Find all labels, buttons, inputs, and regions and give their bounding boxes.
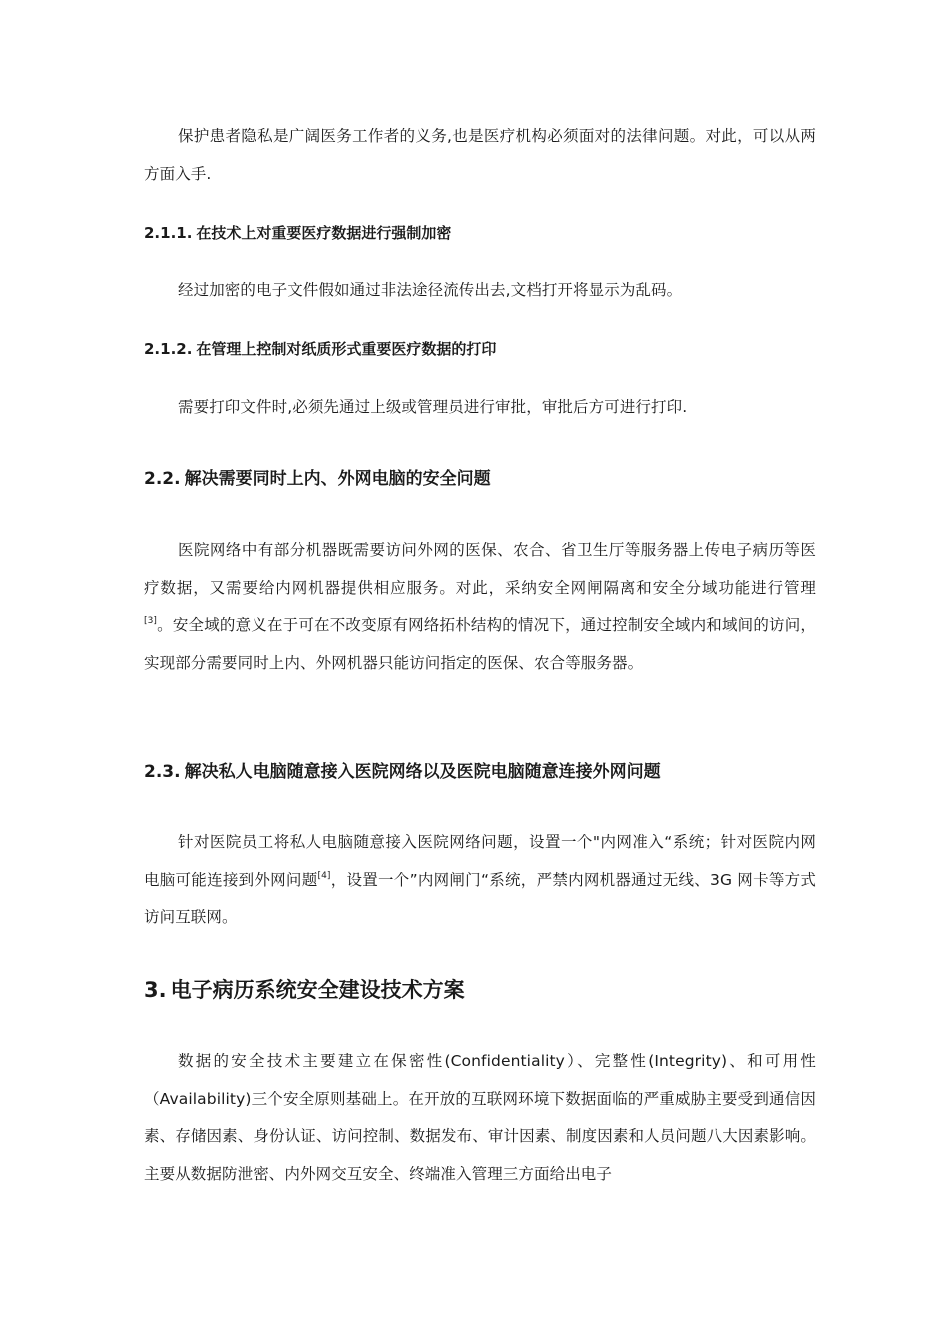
heading-title: 解决私人电脑随意接入医院网络以及医院电脑随意连接外网问题 (184, 762, 661, 782)
heading-title: 解决需要同时上内、外网电脑的安全问题 (184, 469, 491, 489)
paragraph-print-control: 需要打印文件时,必须先通过上级或管理员进行审批，审批后方可进行打印. (178, 398, 688, 416)
paragraph-text: 。安全域的意义在于可在不改变原有网络拓朴结构的情况下，通过控制安全域内和域间的访问，实现部分需要同时上内、外网机器只能访问指定的医保、农合等服务器。 (144, 616, 816, 672)
paragraph-text: ，设置一个”内网闸门“系统，严禁内网机器通过无线、3G 网卡等方式访问互联网。 (144, 870, 816, 926)
heading-2-1-2 (144, 338, 816, 360)
paragraph-privacy-intro: 保护患者隐私是广阔医务工作者的义务,也是医疗机构必须面对的法律问题。对此，可以从两方面入手. (144, 127, 816, 183)
paragraph-access-control (144, 824, 816, 937)
heading-2-2 (144, 466, 816, 492)
citation-ref: [4] (317, 870, 331, 881)
heading-title: 在技术上对重要医疗数据进行强制加密 (196, 224, 452, 242)
heading-2-3 (144, 759, 816, 785)
heading-number: 2.2. (144, 469, 181, 489)
heading-title: 电子病历系统安全建设技术方案 (170, 978, 465, 1002)
paragraph-text: 医院网络中有部分机器既需要访问外网的医保、农合、省卫生厅等服务器上传电子病历等医疗数据，又需要给内网机器提供相应服务。对此，采纳安全网闸隔离和安全分域功能进行管理 (144, 541, 816, 597)
heading-number: 2.1.1. (144, 224, 193, 242)
paragraph-dual-network (144, 532, 816, 682)
heading-number: 2.1.2. (144, 340, 193, 358)
paragraph-encryption: 经过加密的电子文件假如通过非法途径流传出去,文档打开将显示为乱码。 (178, 281, 683, 299)
paragraph-security-principles: 数据的安全技术主要建立在保密性(Confidentiality）、完整性(Integrity)、和可用性（Availability)三个安全原则基础上。在开放的互联网环境下数据面临的严重威胁主要受到通信因素、存储因素、身份认证、访问控制、数据发布、审计因素、制度因素和人员问题八大因素影响。主要从数据防泄密、内外网交互安全、终端准入管理三方面给出电子 (144, 1052, 816, 1183)
citation-ref: [3] (144, 616, 158, 626)
heading-3 (144, 975, 816, 1005)
heading-2-1-1 (144, 222, 816, 244)
heading-number: 3. (144, 978, 167, 1002)
heading-title: 在管理上控制对纸质形式重要医疗数据的打印 (196, 340, 497, 358)
heading-number: 2.3. (144, 762, 181, 782)
paragraph-text: 针对医院员工将私人电脑随意接入医院网络问题，设置一个"内网准入“系统；针对医院内网电脑可能连接到外网问题 (144, 833, 816, 889)
